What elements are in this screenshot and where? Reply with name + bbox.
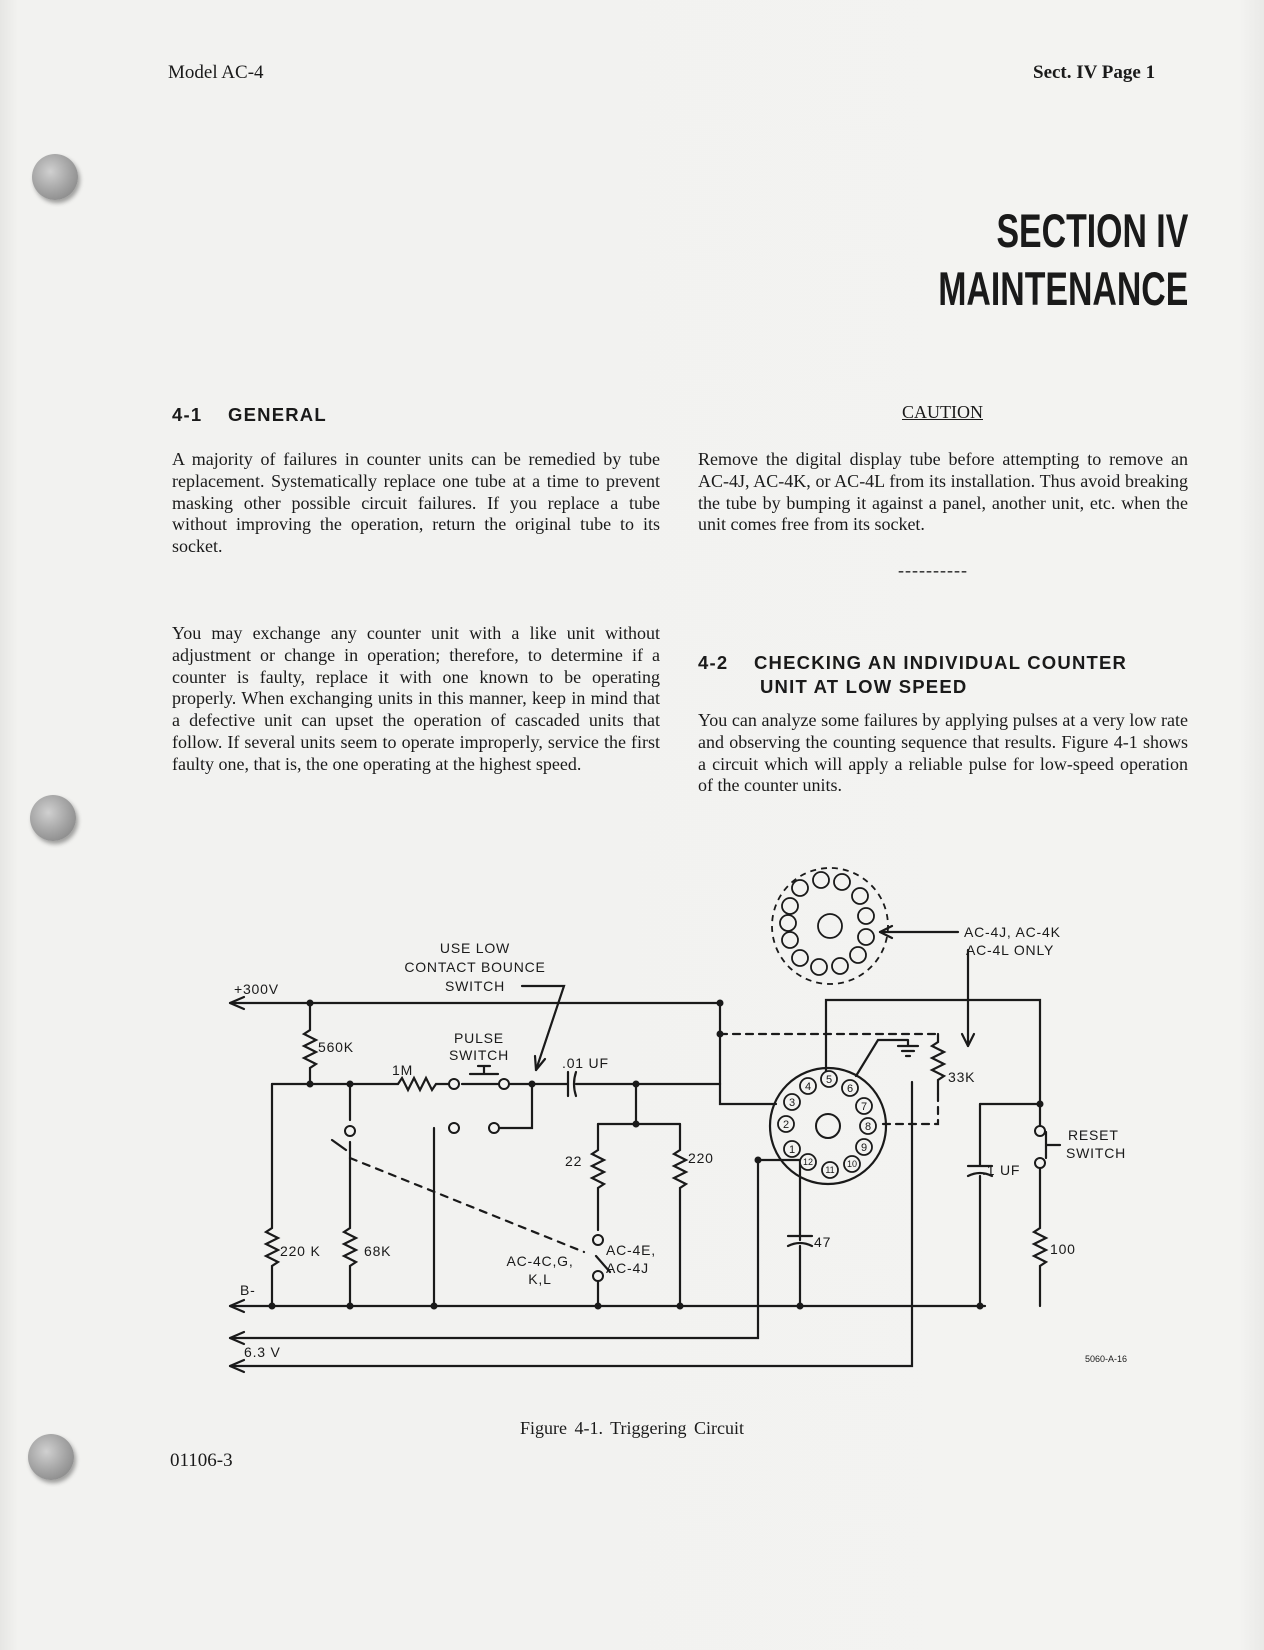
resistor-220k bbox=[266, 1084, 278, 1306]
label-contact-bounce: CONTACT BOUNCE bbox=[404, 959, 546, 975]
pin-11: 11 bbox=[825, 1165, 835, 1175]
resistor-1m bbox=[398, 1078, 452, 1090]
pulse-switch-contact-4 bbox=[489, 1123, 499, 1133]
pin-10: 10 bbox=[846, 1159, 858, 1169]
resistor-560k bbox=[304, 1003, 316, 1084]
selector-contact-a bbox=[593, 1235, 603, 1245]
selector-contact-top bbox=[345, 1126, 355, 1136]
capacitor-47 bbox=[788, 1160, 812, 1306]
resistor-220 bbox=[674, 1124, 686, 1306]
pulse-switch-contact-1 bbox=[449, 1079, 459, 1089]
wire-to-pin3 bbox=[720, 1003, 776, 1104]
resistor-100 bbox=[1034, 1166, 1046, 1306]
general-paragraph-1: A majority of failures in counter units can be remedied by tube replacement. Systematically replace one tube at a time to prevent masking other possible circuit failures. If you replace a tube without improving the operation, return the original tube to its socket. bbox=[172, 449, 660, 557]
reset-switch-actuator bbox=[1046, 1132, 1060, 1158]
label-33k: 33K bbox=[948, 1069, 976, 1085]
section-title-line2: MAINTENANCE bbox=[937, 262, 1188, 315]
caution-divider: ---------- bbox=[898, 560, 968, 580]
header-model: Model AC-4 bbox=[168, 62, 264, 83]
pin-3: 3 bbox=[788, 1097, 796, 1109]
label-ac4c-kl: K,L bbox=[528, 1271, 552, 1287]
wire-6v3-lower bbox=[230, 1082, 912, 1366]
pin-12: 12 bbox=[802, 1157, 814, 1167]
label-220k: 220 K bbox=[280, 1243, 321, 1259]
label-switch: SWITCH bbox=[444, 978, 506, 994]
display-tube-socket bbox=[772, 868, 888, 984]
figure-caption: Figure 4-1. Triggering Circuit bbox=[520, 1418, 744, 1438]
label-drawing-number: 5060-A-16 bbox=[1085, 1354, 1128, 1364]
checking-paragraph: You can analyze some failures by applying pulses at a very low rate and observing the counting sequence that results. Figure 4-1 shows a circuit which will apply a reliable pulse for low-speed operation of the counter units. bbox=[698, 710, 1188, 796]
pulse-switch-contact-2 bbox=[499, 1079, 509, 1089]
caution-text: Remove the digital display tube before attempting to remove an AC-4J, AC-4K, or AC-4L from its installation. Thus avoid breaking the tube by bumping it against a panel, another unit, etc. when the unit comes free from its socket. bbox=[698, 449, 1188, 535]
pulse-switch-contact-3 bbox=[449, 1123, 459, 1133]
label-ac4e-j: AC-4J bbox=[606, 1260, 649, 1276]
mechanical-link-dashed bbox=[350, 1158, 584, 1252]
footer-doc-number: 01106-3 bbox=[170, 1450, 233, 1471]
reset-switch-contact-1 bbox=[1035, 1126, 1045, 1136]
pin-5: 5 bbox=[825, 1074, 833, 1086]
label-pulse: PULSE bbox=[454, 1030, 504, 1046]
label-ac4j-ac4k: AC-4J, AC-4K bbox=[964, 924, 1061, 940]
pin-7: 7 bbox=[860, 1101, 868, 1113]
label-1m: 1M bbox=[392, 1062, 414, 1078]
label-reset: RESET bbox=[1068, 1127, 1119, 1143]
resistor-22 bbox=[592, 1124, 604, 1230]
label-ac4e: AC-4E, bbox=[606, 1242, 656, 1258]
caution-title: CAUTION bbox=[902, 402, 983, 422]
resistor-33k bbox=[932, 1034, 944, 1094]
resistor-68k bbox=[344, 1142, 356, 1306]
label-6v3: 6.3 V bbox=[244, 1344, 281, 1360]
heading-checking-number: 4-2 bbox=[698, 652, 729, 673]
label-220: 220 bbox=[688, 1150, 714, 1166]
heading-general-title: GENERAL bbox=[228, 404, 327, 425]
label-ac4l-only: AC-4L ONLY bbox=[966, 942, 1055, 958]
label-1uf: .1 UF bbox=[982, 1162, 1021, 1178]
label-100: 100 bbox=[1050, 1241, 1076, 1257]
label-300v: +300V bbox=[234, 981, 279, 997]
label-47: 47 bbox=[814, 1234, 832, 1250]
capacitor-01uf-reset bbox=[968, 1104, 992, 1306]
heading-checking-title-2: UNIT AT LOW SPEED bbox=[760, 676, 968, 697]
pin-8: 8 bbox=[864, 1121, 872, 1133]
section-title-line1: SECTION IV bbox=[996, 204, 1188, 257]
heading-general-number: 4-1 bbox=[172, 404, 203, 425]
capacitor-01uf bbox=[568, 1072, 576, 1096]
pulse-switch-actuator bbox=[470, 1066, 498, 1074]
label-560k: 560K bbox=[318, 1039, 354, 1055]
reset-switch-contact-2 bbox=[1035, 1158, 1045, 1168]
pin-4: 4 bbox=[804, 1081, 812, 1093]
ground-symbol bbox=[856, 1040, 918, 1076]
label-reset-switch: SWITCH bbox=[1066, 1145, 1127, 1161]
heading-checking-title-1: CHECKING AN INDIVIDUAL COUNTER bbox=[754, 652, 1128, 673]
arrow-contact-bounce bbox=[522, 986, 564, 1070]
label-68k: 68K bbox=[364, 1243, 392, 1259]
pin-6: 6 bbox=[846, 1083, 854, 1095]
label-22: 22 bbox=[565, 1153, 583, 1169]
label-ac4c: AC-4C,G, bbox=[506, 1253, 574, 1269]
label-use-low: USE LOW bbox=[439, 940, 511, 956]
pin-9: 9 bbox=[860, 1142, 868, 1154]
header-section-page: Sect. IV Page 1 bbox=[1033, 62, 1156, 83]
label-01uf: .01 UF bbox=[562, 1055, 609, 1071]
selector-contact-b bbox=[593, 1271, 603, 1281]
pin-1: 1 bbox=[788, 1144, 796, 1156]
pin-2: 2 bbox=[782, 1119, 790, 1131]
label-pulse-switch: SWITCH bbox=[448, 1047, 510, 1063]
label-b-minus: B- bbox=[240, 1282, 256, 1298]
general-paragraph-2: You may exchange any counter unit with a like unit without adjustment or change in operation; therefore, to determine if a counter is faulty, replace it with one known to be operating properly. When exchanging units in this manner, keep in mind that a defective unit can upset the operation of cascaded units that follow. If several units seem to operate improperly, service the first faulty one, that is, the one operating at the highest speed. bbox=[172, 623, 660, 774]
tube-socket-main bbox=[770, 1068, 886, 1184]
